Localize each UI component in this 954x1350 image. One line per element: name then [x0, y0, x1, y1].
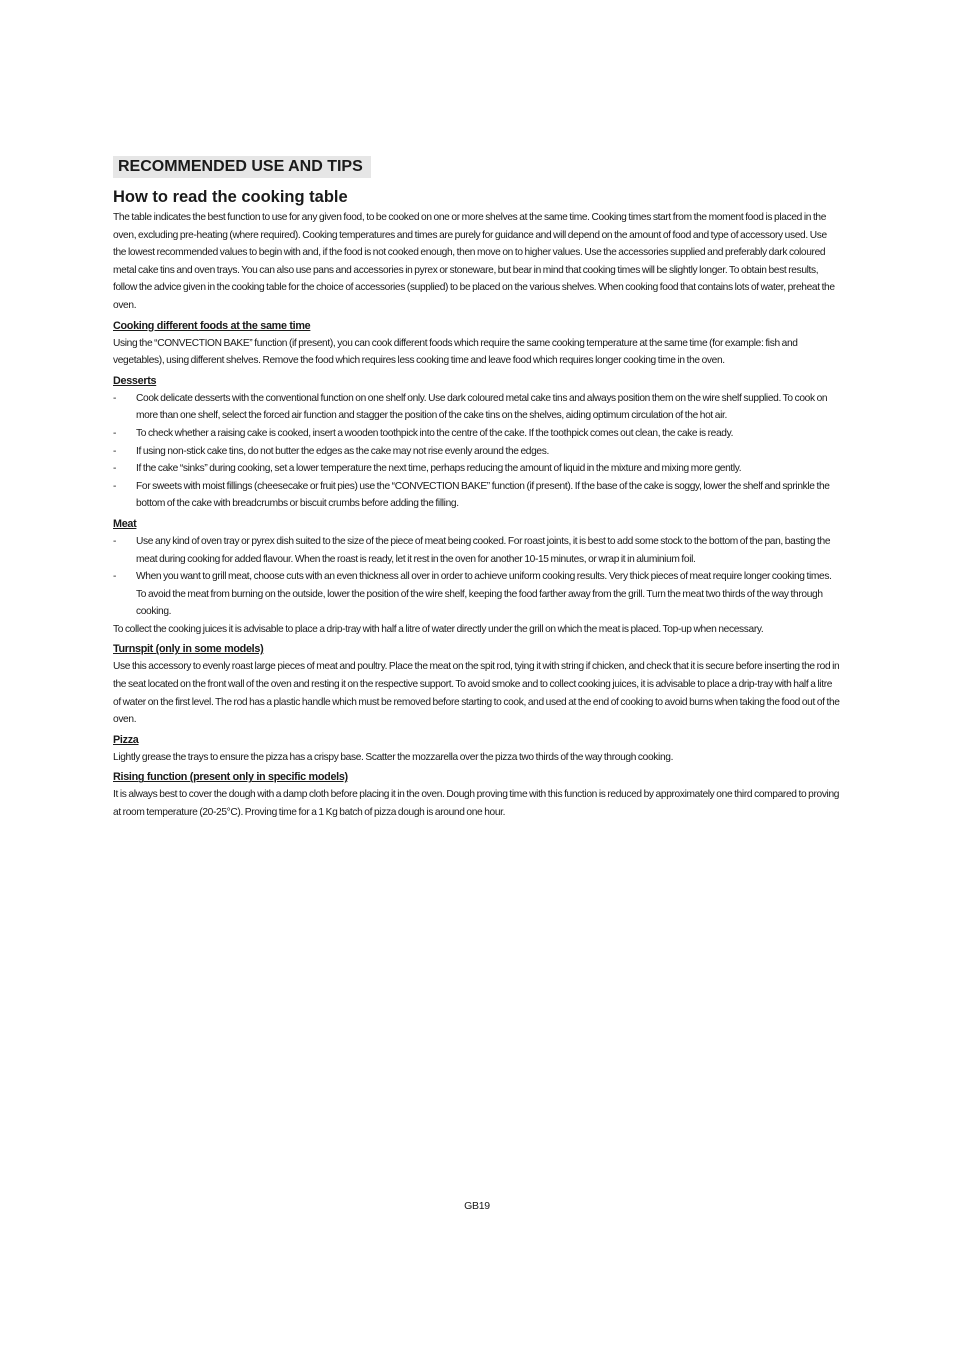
- list-item-text: Cook delicate desserts with the conventional function on one shelf only. Use dark coloured metal cake tins and always position them on the wire shelf supplied. To cook on more than one shelf, select the forced air function and stagger the position of the cake tins on the shelves, aiding optimum circulation of the hot air.: [136, 392, 828, 422]
- paragraph-turnspit: Use this accessory to evenly roast large pieces of meat and poultry. Place the meat on the spit rod, tying it with string if chicken, and check that it is secure before inserting the rod in the seat located on the front wall of the oven and resting it on the respective support. To avoid smoke and to collect cooking juices, it is advisable to place a drip-tray with half a litre of water on the first level. The rod has a plastic handle which must be removed before starting to cook, and used at the end of cooking to avoid burns when taking the food out of the oven.: [113, 661, 840, 726]
- paragraph-different-foods: Using the “CONVECTION BAKE” function (if present), you can cook different foods which require the same cooking temperature at the same time (for example: fish and vegetables), using different shelves. Remove the food which requires less cooking time and leave food which requires longer cooking time in the oven.: [113, 337, 798, 367]
- section-rising: [113, 768, 841, 821]
- dash-marker: -: [113, 535, 117, 547]
- dash-marker: -: [113, 392, 117, 404]
- list-item: [113, 478, 841, 513]
- heading-desserts: Desserts: [113, 374, 157, 387]
- heading-different-foods: Cooking different foods at the same time: [113, 319, 311, 332]
- dash-marker: -: [113, 463, 117, 475]
- list-item-text: To check whether a raising cake is cooked, insert a wooden toothpick into the centre of the cake. If the toothpick comes out clean, the cake is ready.: [136, 427, 734, 439]
- dash-marker: -: [113, 480, 117, 492]
- section-meat: [113, 515, 841, 639]
- list-item: [113, 443, 841, 461]
- section-desserts: [113, 372, 841, 513]
- list-item: [113, 460, 841, 478]
- heading-rising: Rising function (present only in specific models): [113, 771, 348, 784]
- heading-turnspit: Turnspit (only in some models): [113, 643, 264, 656]
- dash-marker: -: [113, 427, 117, 439]
- list-item-text: Use any kind of oven tray or pyrex dish suited to the size of the piece of meat being cooked. For roast joints, it is best to add some stock to the bottom of the pan, basting the meat during cooking for added flavour. When the roast is ready, let it rest in the oven for another 10-15 minutes, or wrap it in aluminium foil.: [136, 535, 831, 565]
- heading-pizza: Pizza: [113, 733, 139, 746]
- list-item-text: When you want to grill meat, choose cuts with an even thickness all over in order to achieve uniform cooking results. Very thick pieces of meat require longer cooking times. To avoid the meat from burning on the outside, lower the position of the wire shelf, keeping the food farther away from the grill. Turn the meat two thirds of the way through cooking.: [136, 571, 832, 618]
- page-number: GB19: [464, 1200, 490, 1212]
- list-item: [113, 568, 841, 621]
- meat-list: [113, 533, 841, 621]
- list-item: [113, 390, 841, 425]
- list-item-text: If using non-stick cake tins, do not butter the edges as the cake may not rise evenly around the edges.: [136, 445, 549, 457]
- list-item: [113, 533, 841, 568]
- intro-paragraph: The table indicates the best function to use for any given food, to be cooked on one or more shelves at the same time. Cooking times start from the moment food is placed in the oven, excluding pre-heating (where required). Cooking temperatures and times are purely for guidance and will depend on the amount of food and type of accessory used. Use the lowest recommended values to begin with and, if the food is not cooked enough, then move on to higher values. Use the accessories supplied and preferably dark coloured metal cake tins and oven trays. You can also use pans and accessories in pyrex or stoneware, but bear in mind that cooking times will be slightly longer. To obtain best results, follow the advice given in the cooking table for the choice of accessories (supplied) to be placed on the various shelves. When cooking food that contains lots of water, preheat the oven.: [113, 212, 835, 311]
- section-different-foods: [113, 317, 841, 370]
- page-subtitle: How to read the cooking table: [113, 188, 348, 206]
- list-item: [113, 425, 841, 443]
- paragraph-rising: It is always best to cover the dough with a damp cloth before placing it in the oven. Dough proving time with this function is reduced by approximately one third compared to proving at room temperature (20-25°C). Proving time for a 1 Kg batch of pizza dough is around one hour.: [113, 789, 840, 819]
- list-item-text: For sweets with moist fillings (cheesecake or fruit pies) use the “CONVECTION BAKE” function (if present). If the base of the cake is soggy, lower the shelf and sprinkle the bottom of the cake with breadcrumbs or biscuit crumbs before adding the filling.: [136, 480, 830, 510]
- paragraph-meat-juices: To collect the cooking juices it is advisable to place a drip-tray with half a litre of water directly under the grill on which the meat is placed. Top-up when necessary.: [113, 623, 764, 635]
- document-page: [113, 156, 841, 822]
- paragraph-pizza: Lightly grease the trays to ensure the pizza has a crispy base. Scatter the mozzarella over the pizza two thirds of the way through cooking.: [113, 751, 674, 763]
- dash-marker: -: [113, 445, 117, 457]
- section-title: RECOMMENDED USE AND TIPS: [113, 156, 371, 178]
- heading-meat: Meat: [113, 517, 137, 530]
- list-item-text: If the cake “sinks” during cooking, set a lower temperature the next time, perhaps reducing the amount of liquid in the mixture and mixing more gently.: [136, 463, 742, 475]
- dash-marker: -: [113, 571, 117, 583]
- section-pizza: [113, 731, 841, 767]
- section-turnspit: [113, 640, 841, 728]
- desserts-list: [113, 390, 841, 513]
